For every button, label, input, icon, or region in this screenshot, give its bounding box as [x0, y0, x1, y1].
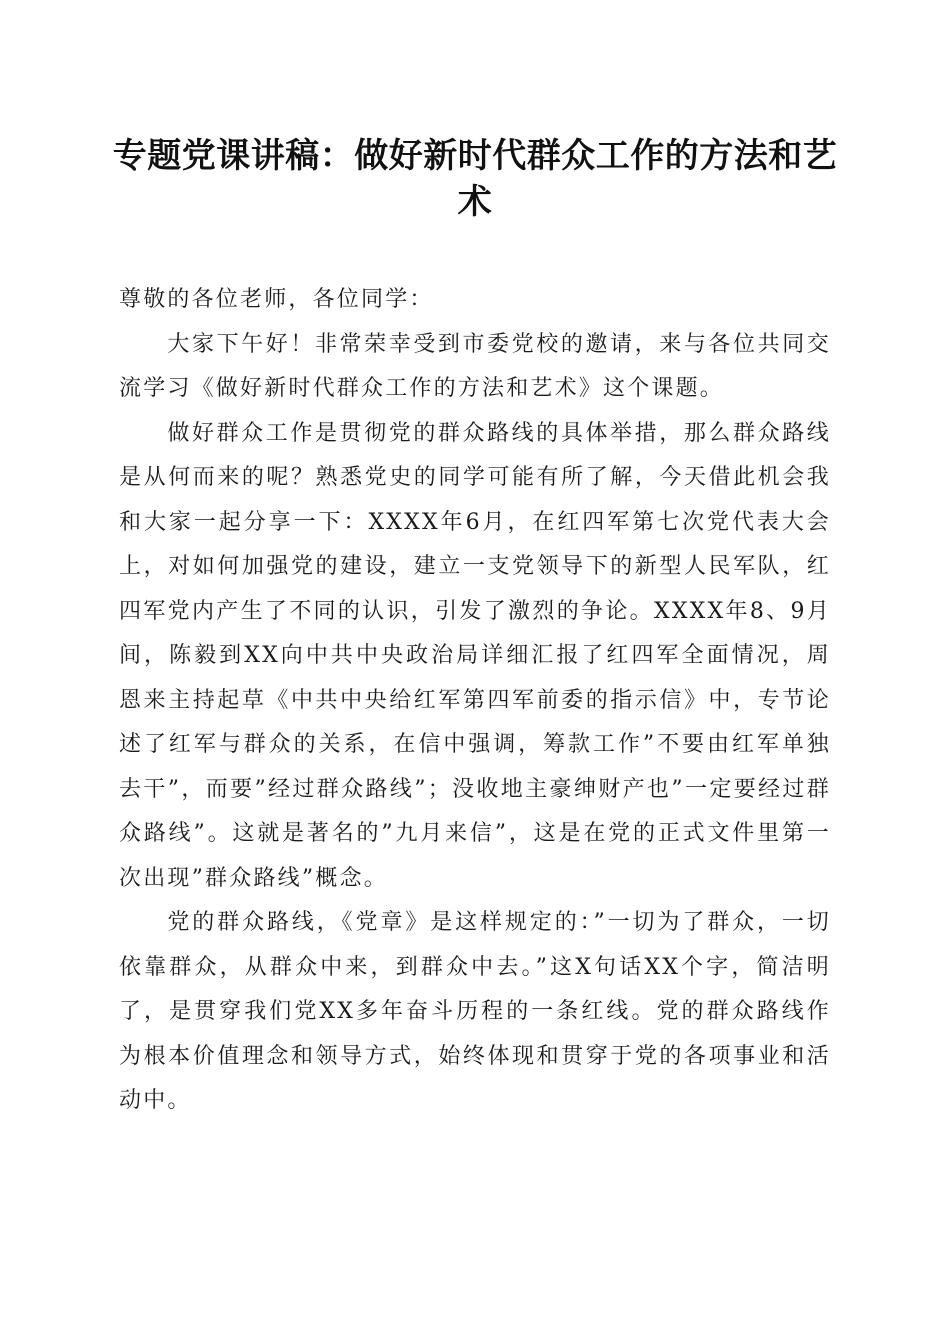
salutation: 尊敬的各位老师，各位同学： [119, 287, 434, 312]
paragraph-greeting: 大家下午好！非常荣幸受到市委党校的邀请，来与各位共同交流学习《做好新时代群众工作的方法和艺术》这个课题。 [119, 331, 831, 401]
document-body [119, 278, 831, 1124]
document-title: 专题党课讲稿：做好新时代群众工作的方法和艺术 [112, 136, 838, 222]
paragraph-history: 做好群众工作是贯彻党的群众路线的具体举措，那么群众路线是从何而来的呢？熟悉党史的同学可能有所了解，今天借此机会我和大家一起分享一下：XXXX年6月，在红四军第七次党代表大会上，对如何加强党的建设，建立一支党领导下的新型人民军队，红四军党内产生了不同的认识，引发了激烈的争论。XXXX年8、9月间，陈毅到XX向中共中央政治局详细汇报了红四军全面情况，周恩来主持起草《中共中央给红军第四军前委的指示信》中，专节论述了红军与群众的关系，在信中强调，筹款工作”不要由红军单独去干”，而要”经过群众路线”；没收地主豪绅财产也”一定要经过群众路线”。这就是著名的”九月来信”，这是在党的正式文件里第一次出现”群众路线”概念。 [119, 420, 831, 891]
paragraph-mass-line: 党的群众路线，《党章》是这样规定的：”一切为了群众，一切依靠群众，从群众中来，到群众中去。”这X句话XX个字，简洁明了，是贯穿我们党XX多年奋斗历程的一条红线。党的群众路线作为根本价值理念和领导方式，始终体现和贯穿于党的各项事业和活动中。 [119, 910, 831, 1113]
